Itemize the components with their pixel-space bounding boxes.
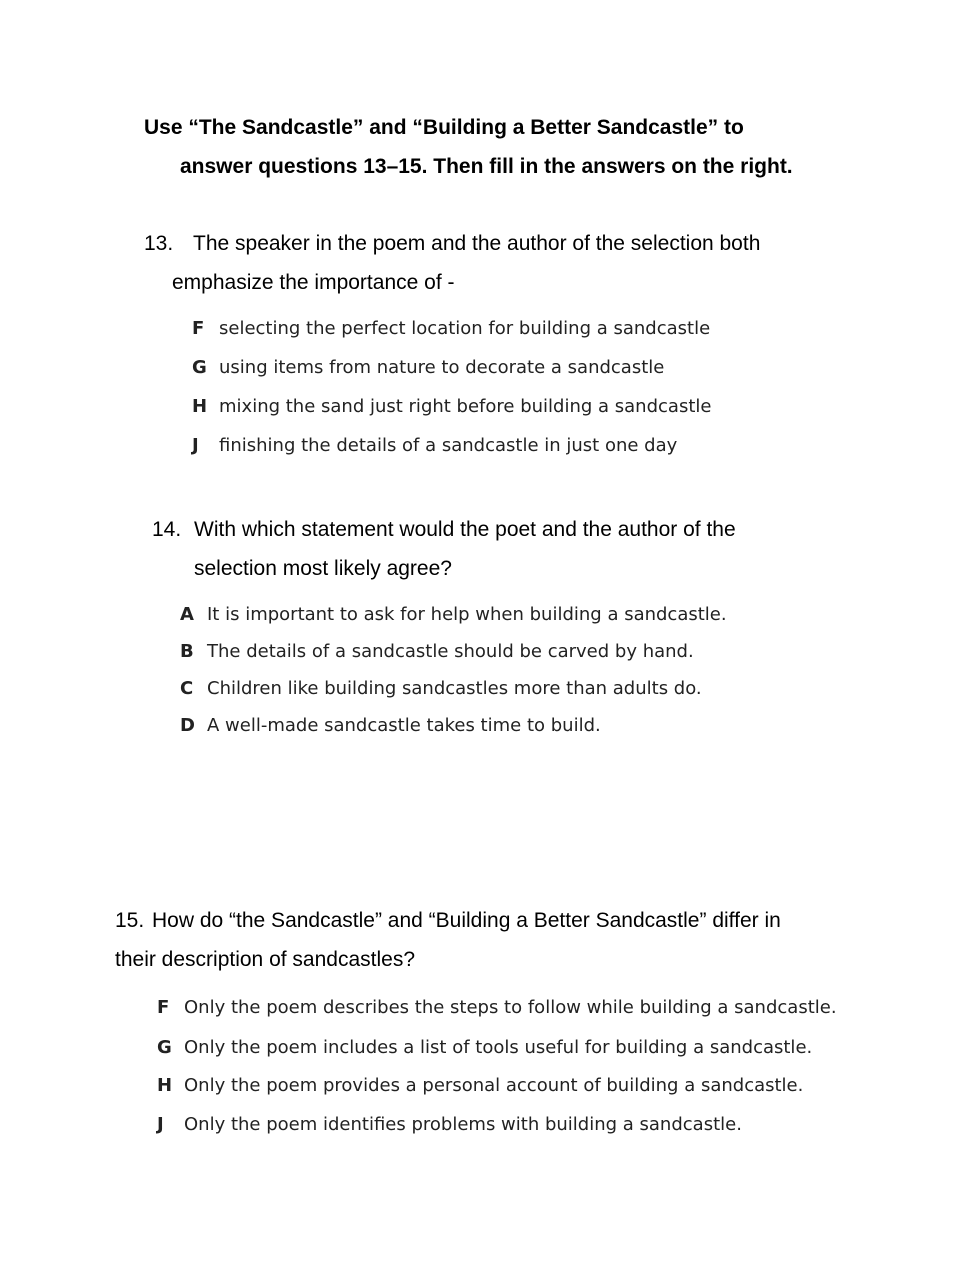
question-13-text-line-1: The speaker in the poem and the author of the selection both — [193, 232, 761, 255]
question-13-number: 13. — [144, 232, 174, 255]
option-letter: H — [157, 1075, 173, 1096]
question-15-text-line-1: How do “the Sandcastle” and “Building a Better Sandcastle” differ in — [152, 909, 781, 932]
option-text: Children like building sandcastles more than adults do. — [207, 678, 702, 699]
option-text: A well-made sandcastle takes time to build. — [207, 715, 601, 736]
option-letter: A — [180, 604, 194, 625]
option-text: using items from nature to decorate a sandcastle — [219, 357, 665, 378]
question-14-option-a[interactable] — [180, 604, 727, 625]
option-letter: H — [192, 396, 208, 417]
question-13-option-j[interactable] — [192, 435, 677, 456]
question-14-option-b[interactable] — [180, 641, 694, 662]
option-letter: D — [180, 715, 195, 736]
option-text: Only the poem identifies problems with building a sandcastle. — [184, 1114, 742, 1135]
option-text: Only the poem provides a personal account of building a sandcastle. — [184, 1075, 804, 1096]
option-letter: J — [157, 1114, 164, 1135]
option-letter: G — [157, 1037, 172, 1058]
question-14-option-d[interactable] — [180, 715, 601, 736]
option-text: finishing the details of a sandcastle in just one day — [219, 435, 678, 456]
option-text: Only the poem describes the steps to follow while building a sandcastle. — [184, 997, 837, 1018]
question-13-text-line-2: emphasize the importance of - — [172, 271, 455, 294]
option-letter: F — [192, 318, 205, 339]
option-text: Only the poem includes a list of tools useful for building a sandcastle. — [184, 1037, 813, 1058]
question-14-option-c[interactable] — [180, 678, 702, 699]
question-14-number: 14. — [152, 518, 182, 541]
question-14-text-line-2: selection most likely agree? — [194, 557, 452, 580]
option-text: The details of a sandcastle should be carved by hand. — [207, 641, 694, 662]
instructions-line-2: answer questions 13–15. Then fill in the answers on the right. — [180, 155, 793, 178]
option-text: It is important to ask for help when building a sandcastle. — [207, 604, 727, 625]
option-letter: B — [180, 641, 194, 662]
question-15-number: 15. — [115, 909, 145, 932]
question-13-option-g[interactable] — [192, 357, 664, 378]
option-letter: F — [157, 997, 170, 1018]
question-15-option-f[interactable] — [157, 997, 837, 1018]
question-15-option-j[interactable] — [157, 1114, 742, 1135]
option-letter: C — [180, 678, 194, 699]
question-13-option-h[interactable] — [192, 396, 711, 417]
option-letter: J — [192, 435, 199, 456]
question-15-option-h[interactable] — [157, 1075, 803, 1096]
question-13-option-f[interactable] — [192, 318, 710, 339]
question-14-text-line-1: With which statement would the poet and the author of the — [194, 518, 736, 541]
option-text: mixing the sand just right before building a sandcastle — [219, 396, 712, 417]
option-text: selecting the perfect location for building a sandcastle — [219, 318, 711, 339]
question-15-option-g[interactable] — [157, 1037, 812, 1058]
instructions-line-1: Use “The Sandcastle” and “Building a Better Sandcastle” to — [144, 116, 744, 139]
option-letter: G — [192, 357, 207, 378]
question-15-text-line-2: their description of sandcastles? — [115, 948, 415, 971]
